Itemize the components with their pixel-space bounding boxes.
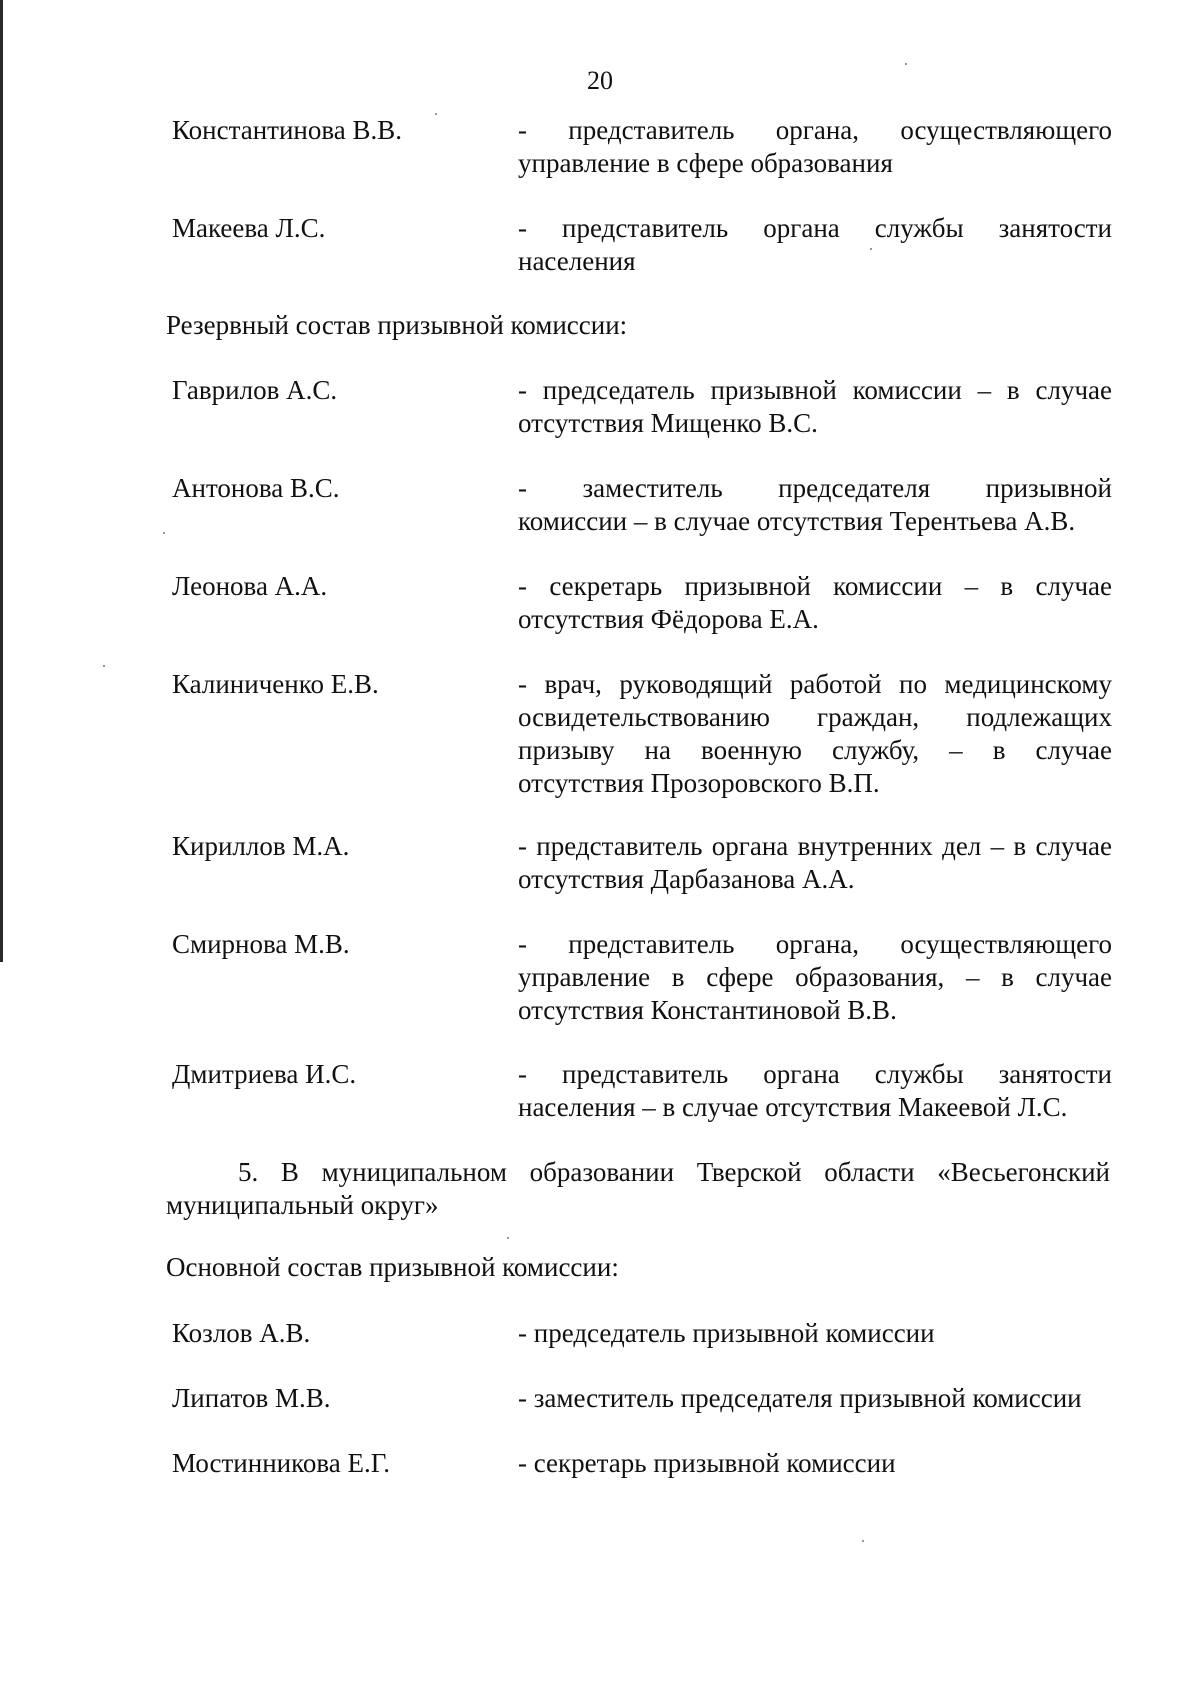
member-role (518, 928, 1112, 1027)
role-line: - секретарь призывной комиссии – в случае (518, 571, 1112, 601)
main-composition-heading: Основной состав призывной комиссии: (166, 1252, 619, 1282)
member-role (518, 830, 1112, 896)
member-role (518, 668, 1112, 800)
role-line: населения – в случае отсутствия Макеевой Л.С. (518, 1092, 1068, 1122)
member-role (518, 114, 1112, 180)
role-line: освидетельствованию граждан, подлежащих (518, 702, 1112, 732)
member-name: Липатов М.В. (172, 1383, 331, 1413)
member-name: Дмитриева И.С. (172, 1059, 357, 1089)
scan-speck (163, 532, 165, 534)
member-name: Калиниченко Е.В. (172, 669, 379, 699)
member-role (518, 212, 1112, 278)
scan-speck (870, 248, 872, 250)
member-name: Смирнова М.В. (172, 929, 350, 959)
member-role (518, 1382, 1112, 1415)
role-line: отсутствия Прозоровского В.П. (518, 768, 880, 798)
paragraph-line: 5. В муниципальном образовании Тверской области «Весьегонский (238, 1157, 1110, 1187)
section-5-paragraph (166, 1156, 1110, 1222)
reserve-composition-heading: Резервный состав призывной комиссии: (166, 310, 628, 340)
page-number: 20 (587, 66, 613, 95)
member-name: Леонова А.А. (172, 571, 328, 601)
member-role (518, 1058, 1112, 1124)
scan-speck (905, 63, 907, 65)
role-line: населения (518, 246, 636, 276)
paragraph-line: муниципальный округ» (166, 1190, 439, 1220)
role-line: отсутствия Фёдорова Е.А. (518, 604, 819, 634)
role-line: - представитель органа, осуществляющего (518, 115, 1112, 145)
role-line: - представитель органа внутренних дел – в случае (518, 831, 1112, 861)
member-name: Макеева Л.С. (172, 213, 326, 243)
role-line: - председатель призывной комиссии (518, 1318, 935, 1348)
role-line: - представитель органа, осуществляющего (518, 929, 1112, 959)
scan-edge-shadow (0, 0, 3, 962)
member-name: Козлов А.В. (172, 1318, 311, 1348)
member-role (518, 374, 1112, 440)
role-line: управление в сфере образования, – в случае (518, 962, 1112, 992)
role-line: - председатель призывной комиссии – в случае (518, 375, 1112, 405)
role-line: отсутствия Мищенко В.С. (518, 408, 818, 438)
role-line: отсутствия Константиновой В.В. (518, 995, 897, 1025)
member-name: Мостинникова Е.Г. (172, 1448, 391, 1478)
member-name: Гаврилов А.С. (172, 375, 338, 405)
scan-speck (862, 1540, 864, 1542)
role-line: - представитель органа службы занятости (518, 1059, 1112, 1089)
member-role (518, 472, 1112, 538)
role-line: - заместитель председателя призывной (518, 473, 1112, 503)
role-line: - врач, руководящий работой по медицинскому (518, 669, 1112, 699)
scan-speck (103, 665, 105, 667)
role-line: управление в сфере образования (518, 148, 893, 178)
member-name: Антонова В.С. (172, 473, 340, 503)
member-role (518, 570, 1112, 636)
role-line: комиссии – в случае отсутствия Терентьева А.В. (518, 506, 1076, 536)
member-role (518, 1317, 1112, 1350)
scan-speck (507, 1237, 509, 1239)
member-name: Кириллов М.А. (172, 831, 350, 861)
role-line: отсутствия Дарбазанова А.А. (518, 864, 855, 894)
role-line: - секретарь призывной комиссии (518, 1448, 896, 1478)
member-role (518, 1447, 1112, 1480)
role-line: призыву на военную службу, – в случае (518, 735, 1112, 765)
scan-speck (435, 113, 437, 115)
member-name: Константинова В.В. (172, 115, 403, 145)
role-line: - представитель органа службы занятости (518, 213, 1112, 243)
role-line: - заместитель председателя призывной комиссии (518, 1383, 1082, 1413)
